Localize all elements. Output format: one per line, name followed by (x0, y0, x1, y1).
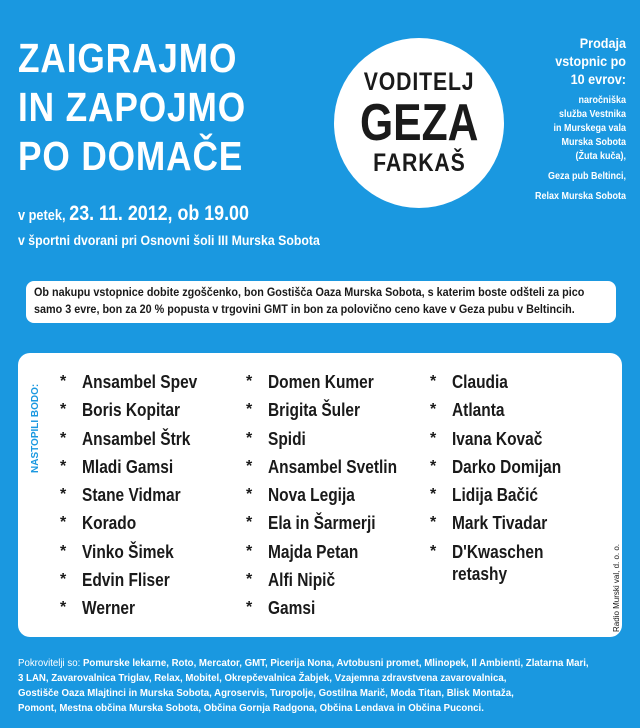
event-date (18, 202, 249, 226)
sponsors-label: Pokrovitelji so: (18, 657, 81, 669)
offer-line-1: Ob nakupu vstopnice dobite zgoščenko, bon Gostišča Oaza Murska Sobota, s katerim boste odšteli za pico (34, 285, 585, 299)
star-icon: * (430, 373, 437, 390)
star-icon: * (60, 429, 67, 447)
performer-name: Majda Petan (268, 541, 359, 562)
performers-label: NASTOPILI BODO: (30, 383, 41, 473)
sponsors-line-4: Pomont, Mestna občina Murska Sobota, Občina Gornja Radgona, Občina Lendava in Občina Puconci. (18, 702, 484, 714)
performer-name: Ansambel Svetlin (268, 456, 398, 477)
title-line-1: ZAIGRAJMO (18, 35, 238, 81)
performer-name: Korado (82, 513, 137, 534)
star-icon: * (60, 401, 67, 419)
performer-item (60, 597, 216, 625)
sales-location-1 (518, 94, 626, 164)
star-icon: * (60, 514, 67, 532)
performer-item (430, 541, 602, 589)
title-line-2: IN ZAPOJMO (18, 84, 247, 130)
performer-item (60, 399, 216, 427)
performer-item (60, 456, 216, 484)
sponsors (18, 656, 628, 716)
date-time: 23. 11. 2012, ob 19.00 (69, 202, 249, 225)
star-icon: * (246, 457, 253, 475)
performer-name: Alfi Nipič (268, 570, 336, 591)
performer-item (246, 484, 418, 512)
performer-name: Darko Domijan (452, 456, 562, 477)
performer-name: Stane Vidmar (82, 485, 181, 506)
performer-item (246, 371, 418, 399)
performer-name: Ivana Kovač (452, 428, 543, 449)
date-prefix: v petek, (18, 207, 66, 224)
performer-name: Spidi (268, 428, 306, 449)
performer-item (246, 512, 418, 540)
star-icon: * (430, 514, 437, 532)
event-venue: v športni dvorani pri Osnovni šoli III Murska Sobota (18, 232, 320, 248)
star-icon: * (60, 599, 67, 617)
star-icon: * (430, 429, 437, 447)
host-last-name: FARKAŠ (372, 149, 466, 177)
sales-location-1-line-1: naročniška (578, 95, 626, 106)
performers-label-wrap (30, 373, 44, 473)
star-icon: * (246, 429, 253, 447)
performer-name: Gamsi (268, 598, 316, 619)
star-icon: * (430, 486, 437, 504)
sales-heading-1: Prodaja (579, 35, 626, 51)
star-icon: * (60, 571, 67, 589)
star-icon: * (430, 542, 437, 560)
poster-title (18, 34, 246, 181)
ticket-sales (506, 34, 626, 204)
sales-location-2: Geza pub Beltinci, (547, 171, 626, 182)
performer-item (430, 456, 602, 484)
star-icon: * (246, 571, 253, 589)
performer-name: Werner (82, 598, 136, 619)
performer-item (246, 597, 418, 625)
host-circle (334, 38, 504, 208)
performer-item (60, 541, 216, 569)
performers-column-3 (430, 371, 602, 589)
performer-item (430, 512, 602, 540)
star-icon: * (246, 486, 253, 504)
performer-name: Edvin Fliser (82, 570, 170, 591)
performer-name: D'Kwaschen retashy (452, 541, 544, 584)
performer-item (246, 569, 418, 597)
star-icon: * (60, 486, 67, 504)
sales-heading-2: vstopnic po (555, 53, 626, 69)
sales-location-1-line-5: (Žuta kuča), (575, 151, 626, 162)
star-icon: * (430, 401, 437, 419)
sales-location-1-line-4: Murska Sobota (561, 137, 626, 148)
sales-location-3: Relax Murska Sobota (534, 191, 626, 202)
star-icon: * (60, 457, 67, 475)
performer-name: Mladi Gamsi (82, 456, 174, 477)
sales-location-1-line-3: in Murskega vala (553, 123, 626, 134)
star-icon: * (246, 401, 253, 419)
performer-item (60, 371, 216, 399)
credit-text: Radio Murski val, d. o. o. (612, 543, 621, 632)
star-icon: * (246, 542, 253, 560)
performer-item (430, 399, 602, 427)
performer-item (60, 512, 216, 540)
offer-line-2: samo 3 evre, bon za 20 % popusta v trgovini GMT in bon za polovično ceno kave v Geza pubu v Beltincih. (34, 302, 575, 316)
sponsors-line-2: 3 LAN, Zavarovalnica Triglav, Relax, Mobitel, Okrepčevalnica Žabjek, Vzajemna zdravstvena zavarovalnica, (18, 672, 507, 684)
sponsors-line-3: Gostišče Oaza Mlajtinci in Murska Sobota, Agroservis, Turopolje, Gostilna Marič, Moda Titan, Blisk Montaža, (18, 687, 514, 699)
star-icon: * (246, 514, 253, 532)
performer-name: Nova Legija (268, 485, 355, 506)
performer-name: Lidija Bačić (452, 485, 539, 506)
performer-name: Claudia (452, 372, 508, 392)
performers-column-2 (246, 371, 418, 626)
sales-location-1-line-2: služba Vestnika (558, 109, 626, 120)
performer-name: Ela in Šarmerji (268, 513, 376, 534)
performer-item (430, 428, 602, 456)
performer-item (430, 484, 602, 512)
performer-name: Ansambel Štrk (82, 428, 191, 449)
performer-item (430, 371, 602, 399)
performer-name: Atlanta (452, 400, 505, 421)
performer-name: Vinko Šimek (82, 541, 174, 562)
sales-heading-3: 10 evrov: (570, 71, 626, 87)
performer-name: Brigita Šuler (268, 400, 361, 421)
performers-box (18, 353, 622, 637)
host-label: VODITELJ (363, 68, 475, 96)
star-icon: * (430, 457, 437, 475)
sponsors-text-1: Pomurske lekarne, Roto, Mercator, GMT, Picerija Nona, Avtobusni promet, Mlinopek, Il Ambienti, Zlatarna Mari, (82, 657, 589, 669)
performer-name: Boris Kopitar (82, 400, 181, 421)
performer-name: Mark Tivadar (452, 513, 548, 534)
performer-item (60, 569, 216, 597)
performers-column-1 (60, 371, 216, 626)
host-first-name: GEZA (359, 94, 479, 152)
title-line-3: PO DOMAČE (18, 133, 244, 179)
performer-item (60, 484, 216, 512)
star-icon: * (60, 373, 67, 390)
star-icon: * (246, 599, 253, 617)
star-icon: * (60, 542, 67, 560)
sponsors-line-1 (18, 656, 589, 671)
performer-item (246, 456, 418, 484)
star-icon: * (246, 373, 253, 390)
performer-item (246, 428, 418, 456)
offer-info-box (26, 281, 616, 323)
performer-item (246, 541, 418, 569)
performer-name: Domen Kumer (268, 372, 374, 392)
performer-name: Ansambel Spev (82, 372, 198, 392)
performer-item (60, 428, 216, 456)
performer-item (246, 399, 418, 427)
